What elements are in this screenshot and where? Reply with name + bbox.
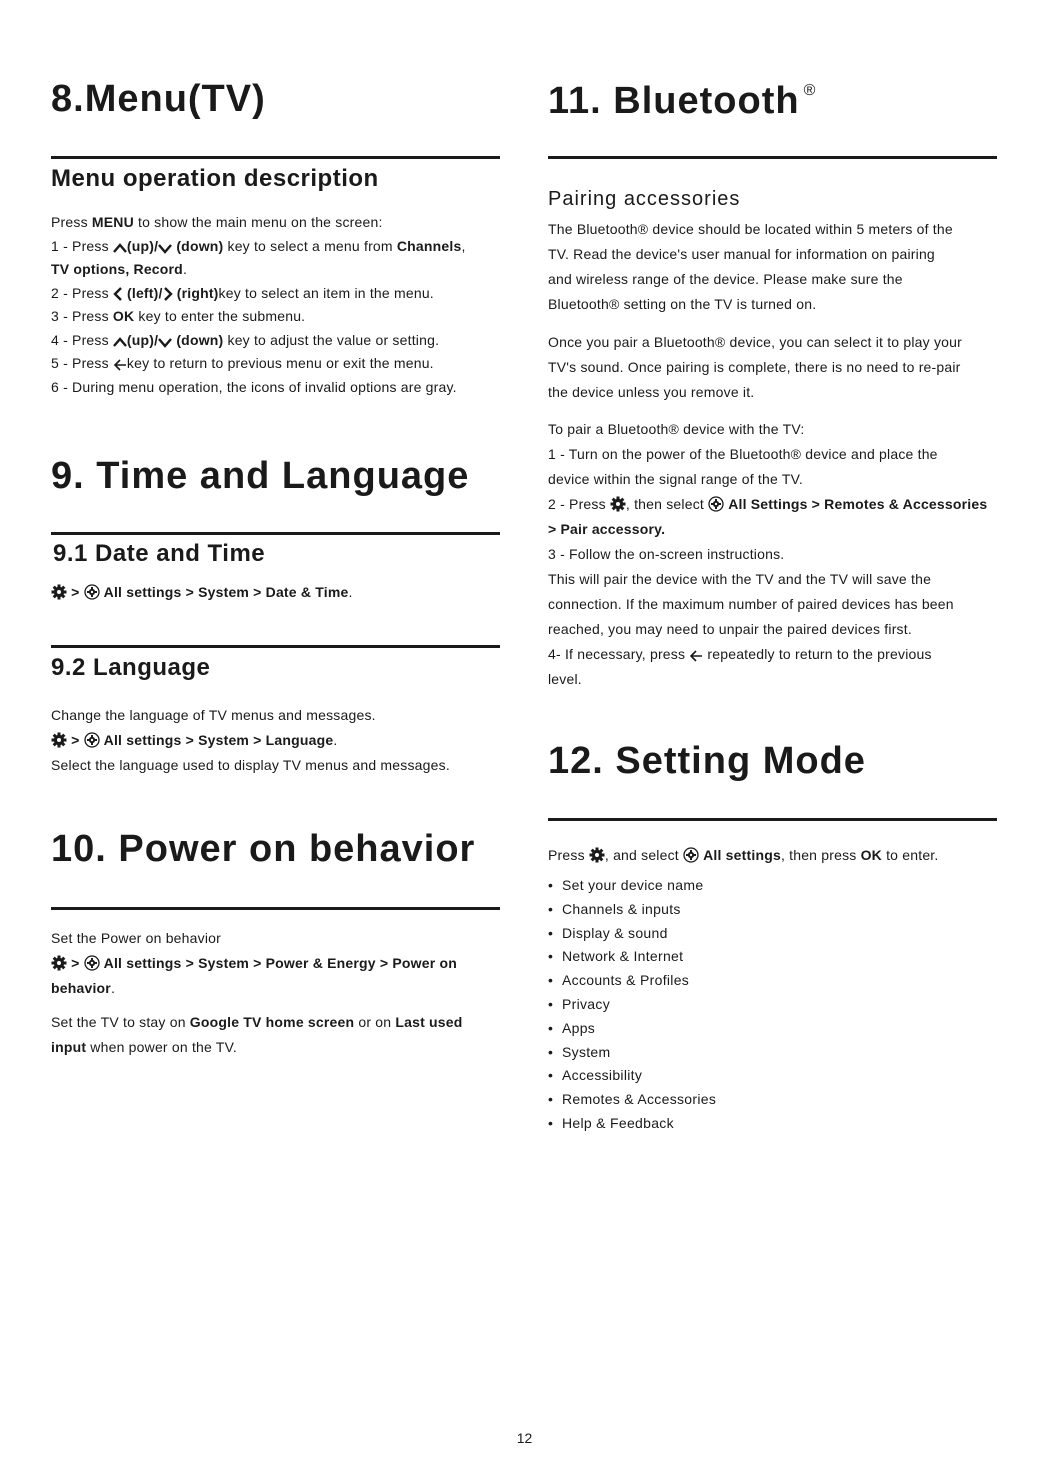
settings-circle-icon (84, 584, 100, 600)
chevron-up-icon (113, 242, 127, 254)
list-item: • Network & Internet (548, 945, 998, 969)
power-on-path: > All settings > System > Power & Energy > Power on (51, 951, 501, 976)
section-9-1-title: 9.1 Date and Time (53, 540, 266, 567)
list-item: • Channels & inputs (548, 898, 998, 922)
bluetooth-para-1: The Bluetooth® device should be located within 5 meters of the TV. Read the device's user manual for information on pairing and wireless range of the device. Please make sure the Bluetooth® setting on the TV is turned on. (548, 221, 953, 312)
list-item: • Accessibility (548, 1064, 998, 1088)
settings-list (548, 874, 998, 1136)
language-line-1: Change the language of TV menus and messages. (51, 707, 376, 723)
settings-circle-icon (708, 496, 724, 512)
date-time-path: > All settings > System > Date & Time. (51, 581, 501, 605)
menu-instructions (51, 211, 501, 399)
section-12-title: 12. Setting Mode (548, 740, 866, 782)
divider (51, 645, 500, 648)
arrow-left-icon (689, 650, 703, 662)
arrow-left-icon (113, 359, 127, 371)
page-number: 12 (516, 1430, 533, 1446)
power-on-path-cont: behavior. (51, 980, 116, 996)
list-item: • Set your device name (548, 874, 998, 898)
menu-intro: Press MENU to show the main menu on the screen: (51, 214, 383, 230)
divider (51, 907, 500, 910)
divider (548, 818, 997, 821)
menu-step-6: 6 - During menu operation, the icons of invalid options are gray. (51, 378, 457, 395)
divider (548, 156, 997, 159)
bluetooth-step-4: 4- If necessary, press repeatedly to return to the previous (548, 646, 932, 662)
section-8-title: 8.Menu(TV) (51, 78, 266, 120)
section-10-title: 10. Power on behavior (51, 828, 476, 870)
chevron-right-icon (163, 287, 173, 301)
list-item: • Help & Feedback (548, 1112, 998, 1136)
bluetooth-step-2: 2 - Press , then select All Settings > Remotes & Accessories (548, 496, 988, 512)
chevron-up-icon (113, 336, 127, 348)
gear-icon (610, 496, 626, 512)
section-8-subtitle: Menu operation description (51, 165, 379, 192)
section-11-title: 11. Bluetooth ® (548, 80, 817, 122)
gear-icon (589, 847, 605, 863)
list-item: • Remotes & Accessories (548, 1088, 998, 1112)
gear-icon (51, 955, 67, 971)
settings-circle-icon (84, 732, 100, 748)
section-11-subtitle: Pairing accessories (548, 188, 741, 210)
menu-step-1: 1 - Press (up)/ (down) key to select a menu from Channels, (51, 237, 466, 254)
list-item: • Privacy (548, 993, 998, 1017)
setting-mode-intro: Press , and select All settings, then press OK to enter. (548, 847, 939, 863)
menu-step-4: 4 - Press (up)/ (down) key to adjust the value or setting. (51, 331, 440, 348)
divider (51, 156, 500, 159)
chevron-left-icon (113, 287, 123, 301)
power-on-paragraph: Set the TV to stay on Google TV home screen or on Last used input when power on the TV. (51, 1014, 463, 1055)
bluetooth-pairing-steps: To pair a Bluetooth® device with the TV: 1 - Turn on the power of the Bluetooth® device and place the device within the signal range of the TV. 2 - Press , then select All Settings > Remotes & Accessories > Pair accessory. 3 - Follow the on-screen instructions. This will pair the device with the TV and the TV will save the connection. If the maximum number of paired devices has been reached, you may need to unpair the paired devices first. 4- If necessary, press repeatedly to return to the previous level. (548, 417, 998, 692)
language-path: > All settings > System > Language. (51, 728, 501, 753)
list-item: • Apps (548, 1017, 998, 1041)
gear-icon (51, 584, 67, 600)
language-block (51, 703, 501, 778)
chevron-down-icon (158, 336, 172, 348)
section-9-2-title: 9.2 Language (51, 654, 211, 681)
list-item: • System (548, 1041, 998, 1065)
language-line-3: Select the language used to display TV menus and messages. (51, 757, 450, 773)
menu-step-1-cont: TV options, Record. (51, 261, 188, 277)
list-item: • Display & sound (548, 922, 998, 946)
gear-icon (51, 732, 67, 748)
chevron-down-icon (158, 242, 172, 254)
power-on-line-1: Set the Power on behavior (51, 930, 221, 946)
menu-step-2: 2 - Press (left)/ (right)key to select an item in the menu. (51, 284, 434, 301)
settings-circle-icon (683, 847, 699, 863)
settings-circle-icon (84, 955, 100, 971)
menu-step-3: 3 - Press OK key to enter the submenu. (51, 308, 306, 324)
power-on-block (51, 926, 501, 1001)
section-9-title: 9. Time and Language (51, 455, 470, 497)
divider (51, 532, 500, 535)
bluetooth-para-2: Once you pair a Bluetooth® device, you can select it to play your TV's sound. Once pairing is complete, there is no need to re-pair the device unless you remove it. (548, 334, 962, 400)
menu-step-5: 5 - Press key to return to previous menu or exit the menu. (51, 355, 434, 371)
list-item: • Accounts & Profiles (548, 969, 998, 993)
